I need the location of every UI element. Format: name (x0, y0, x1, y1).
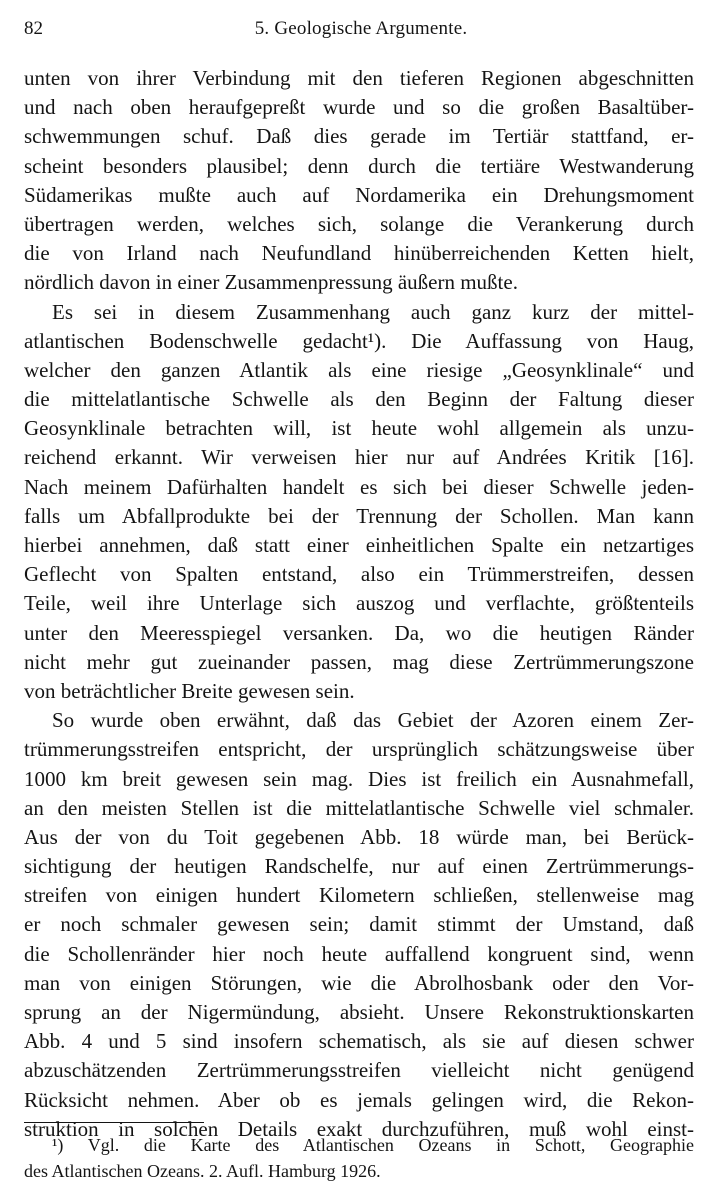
text-line: Rücksicht nehmen. Aber ob es jemals gelingen wird, die Rekon- (24, 1087, 694, 1112)
running-title: 5. Geologische Argumente. (254, 18, 468, 39)
text-line: er noch schmaler gewesen sein; damit stimmt der Umstand, daß (24, 912, 694, 937)
text-line: scheint besonders plausibel; denn durch die tertiäre Westwanderung (24, 153, 694, 178)
paragraph-1 (24, 64, 694, 298)
page-header (24, 18, 698, 48)
text-line: Teile, weil ihre Unterlage sich auszog und verflachte, größtenteils (24, 591, 694, 616)
text-line: abzuschätzenden Zertrümmerungsstreifen vielleicht nicht genügend (24, 1058, 694, 1083)
text-line: unten von ihrer Verbindung mit den tieferen Regionen abgeschnitten (24, 66, 694, 90)
text-line: struktion in solchen Details exakt durchzuführen, muß wohl einst- (24, 1116, 694, 1141)
text-line: falls um Abfallprodukte bei der Trennung der Schollen. Man kann (24, 503, 694, 528)
text-line: Aus der von du Toit gegebenen Abb. 18 würde man, bei Berück- (24, 824, 694, 849)
text-line: übertragen werden, welches sich, solange die Verankerung durch (24, 211, 694, 236)
page-number: 82 (24, 18, 43, 39)
text-line: welcher den ganzen Atlantik als eine riesige „Geosynklinale“ und (24, 357, 694, 382)
text-line: hierbei annehmen, daß statt einer einheitlichen Spalte ein netzartiges (24, 533, 694, 557)
text-line: von beträchtlicher Breite gewesen sein. (24, 678, 355, 703)
text-line: Abb. 4 und 5 sind insofern schematisch, als sie auf diesen schwer (24, 1029, 694, 1054)
text-line: trümmerungsstreifen entspricht, der ursprünglich schätzungsweise über (24, 737, 694, 762)
text-line: Es sei in diesem Zusammenhang auch ganz kurz der mittel- (52, 299, 694, 324)
text-line: 1000 km breit gewesen sein mag. Dies ist freilich ein Ausnahmefall, (24, 766, 694, 791)
footnote-divider (24, 1122, 204, 1123)
text-line: man von einigen Störungen, wie die Abrolhosbank oder den Vor- (24, 970, 694, 995)
text-line: an den meisten Stellen ist die mittelatlantische Schwelle viel schmaler. (24, 795, 694, 820)
text-line: Geosynklinale betrachten will, ist heute wohl allgemein als unzu- (24, 416, 694, 441)
paragraph-2 (24, 298, 694, 707)
text-line: sichtigung der heutigen Randschelfe, nur auf einen Zertrümmerungs- (24, 854, 694, 879)
text-line: Geflecht von Spalten entstand, also ein Trümmerstreifen, dessen (24, 562, 694, 587)
paragraph-3 (24, 706, 694, 1144)
text-line: Südamerikas mußte auch auf Nordamerika ein Drehungsmoment (24, 182, 694, 207)
footnotes (24, 1132, 694, 1184)
text-line: die mittelatlantische Schwelle als den Beginn der Faltung dieser (24, 387, 694, 412)
text-line: nicht mehr gut zueinander passen, mag diese Zertrümmerungszone (24, 649, 694, 674)
text-line: und nach oben heraufgepreßt wurde und so die großen Basaltüber- (24, 95, 694, 120)
text-line: die Schollenränder hier noch heute auffallend kongruent sind, wenn (24, 941, 694, 966)
text-line: So wurde oben erwähnt, daß das Gebiet der Azoren einem Zer- (52, 708, 694, 733)
text-line: Nach meinem Dafürhalten handelt es sich bei dieser Schwelle jeden- (24, 474, 694, 499)
text-line: atlantischen Bodenschwelle gedacht¹). Die Auffassung von Haug, (24, 328, 694, 353)
text-line: reichend erkannt. Wir verweisen hier nur auf Andrées Kritik [16]. (24, 445, 694, 470)
text-line: die von Irland nach Neufundland hinüberreichenden Ketten hielt, (24, 241, 694, 266)
text-line: sprung an der Nigermündung, absieht. Unsere Rekonstruktionskarten (24, 1000, 694, 1024)
text-line: unter den Meeresspiegel versanken. Da, wo die heutigen Ränder (24, 620, 694, 645)
footnote-line: des Atlantischen Ozeans. 2. Aufl. Hamburg 1926. (24, 1161, 381, 1181)
text-line: nördlich davon in einer Zusammenpressung äußern mußte. (24, 270, 518, 295)
body-text (24, 64, 694, 1144)
text-line: streifen von einigen hundert Kilometern schließen, stellenweise mag (24, 883, 694, 908)
footnote-line: ¹) Vgl. die Karte des Atlantischen Ozeans in Schott, Geographie (52, 1135, 694, 1155)
text-line: schwemmungen schuf. Daß dies gerade im Tertiär stattfand, er- (24, 124, 694, 149)
